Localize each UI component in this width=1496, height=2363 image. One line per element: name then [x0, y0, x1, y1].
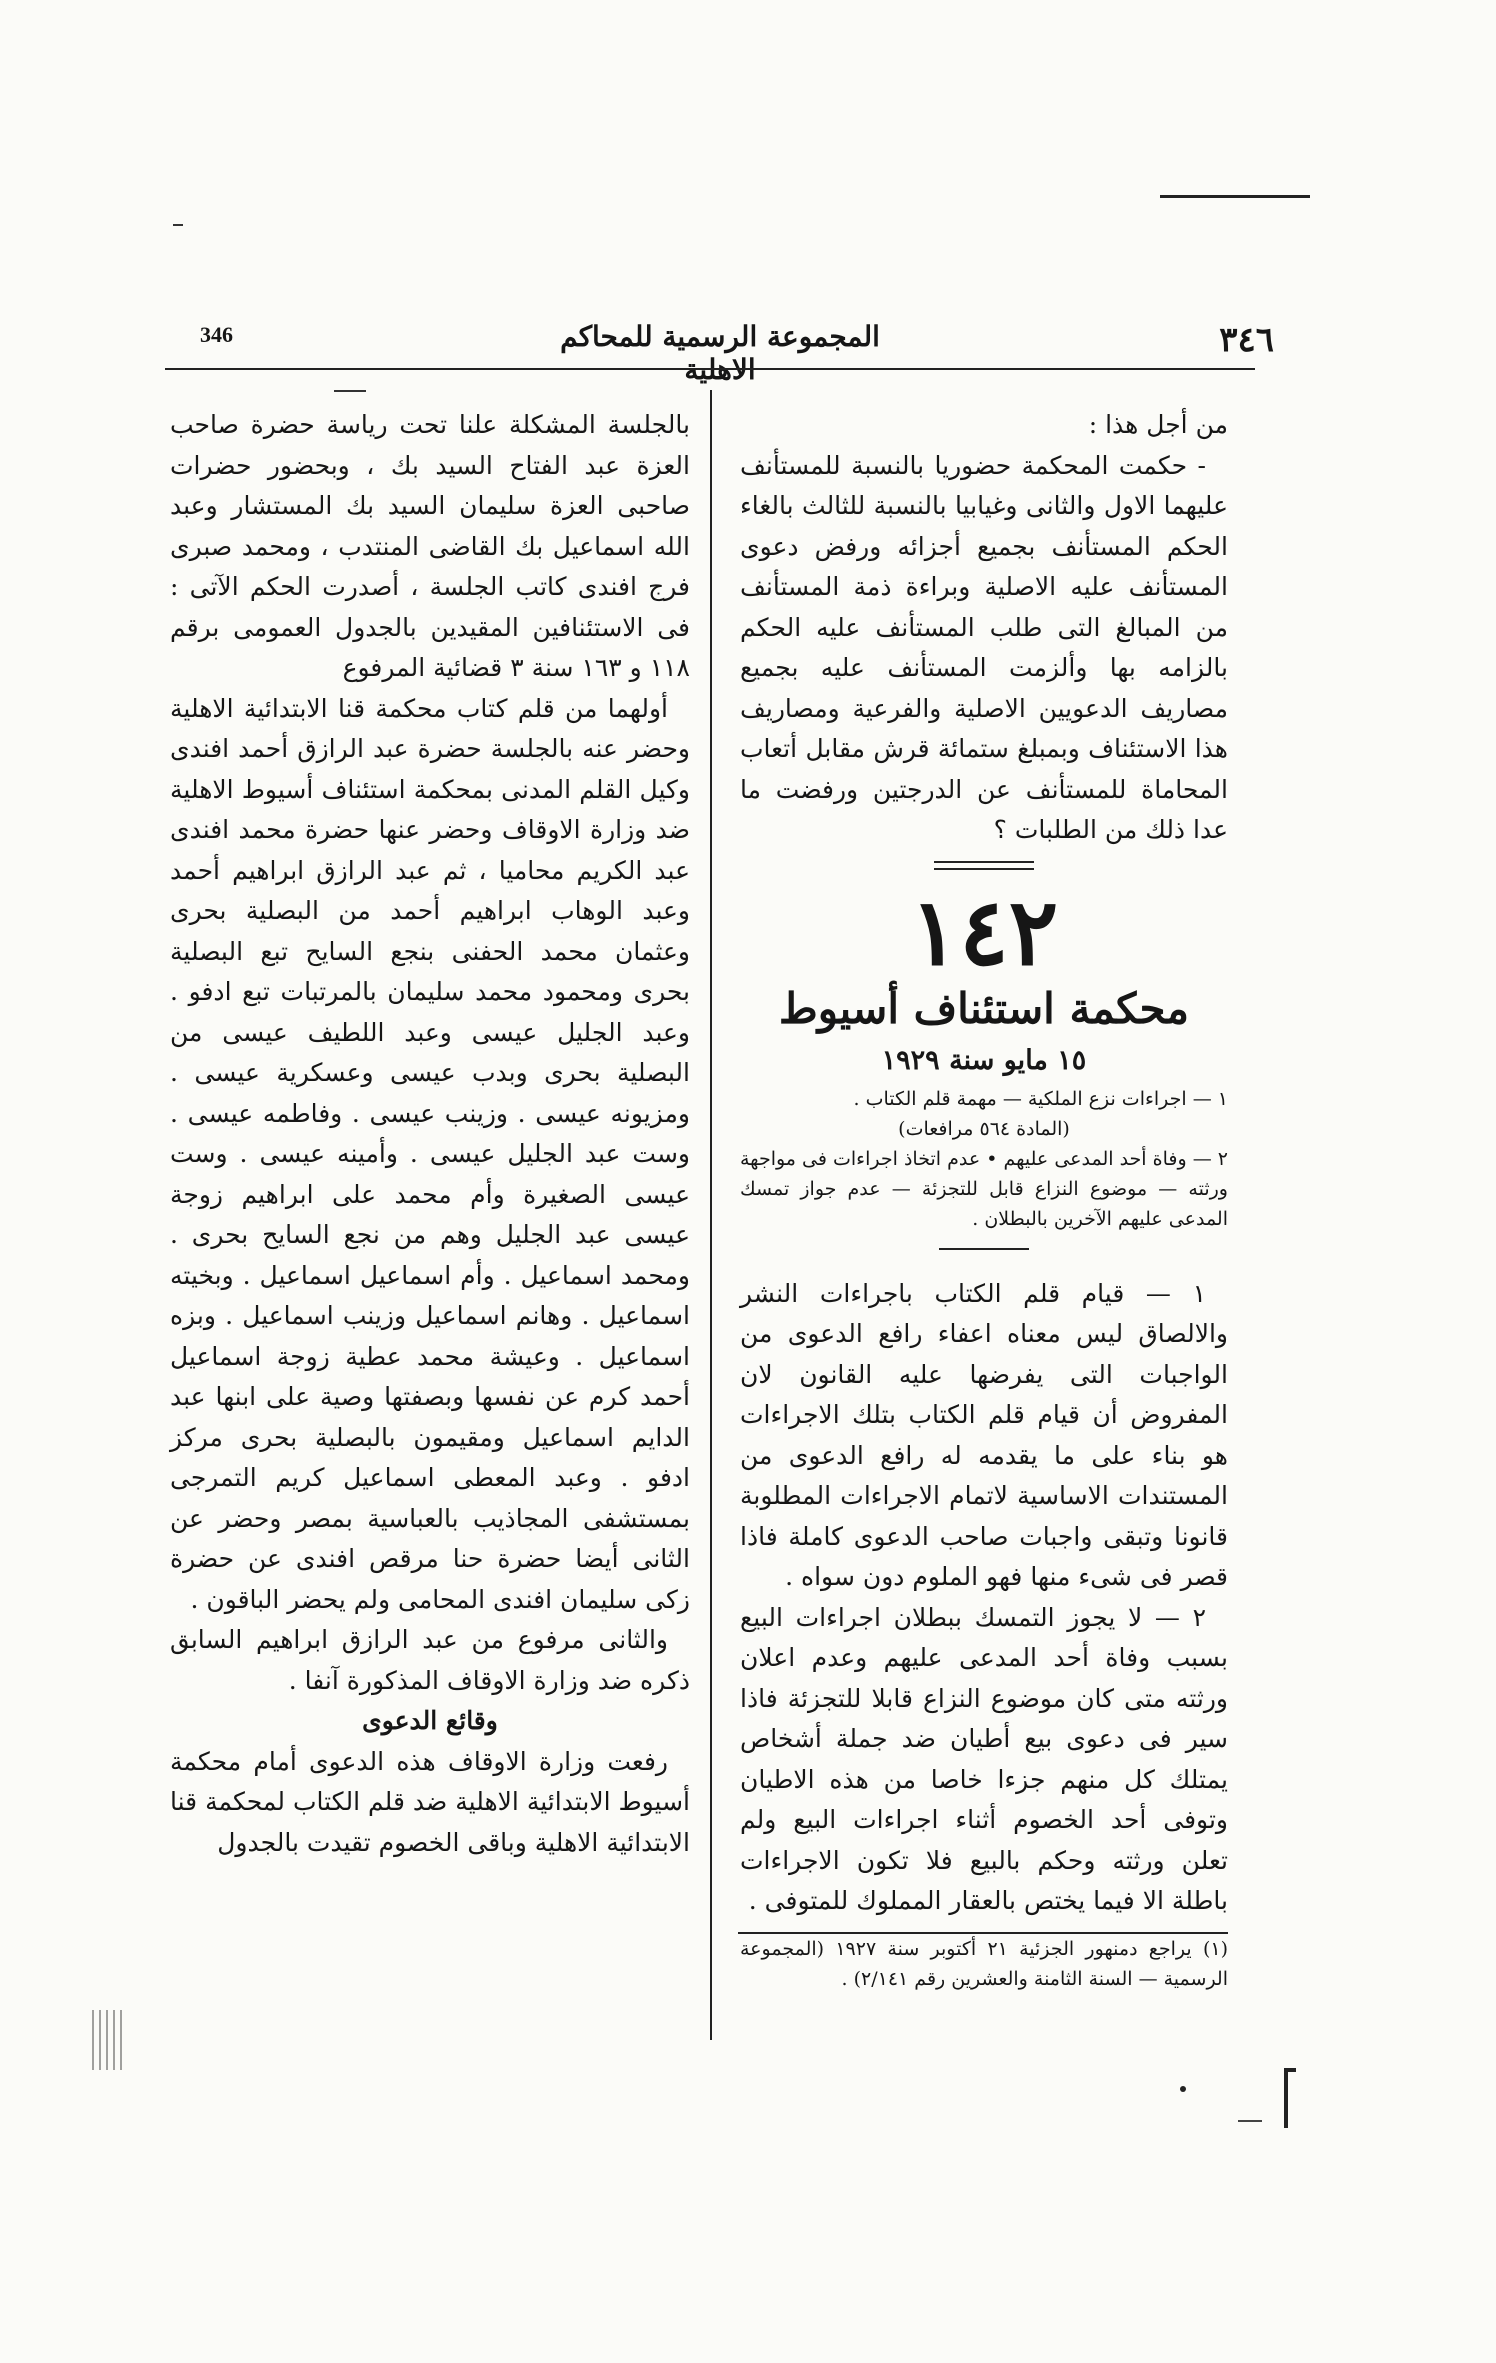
margin-marks: [92, 2010, 122, 2070]
facts-heading: وقائع الدعوى: [362, 1706, 498, 1735]
section-double-rule: [934, 861, 1034, 870]
summary-item-1: ١ — اجراءات نزع الملكية — مهمة قلم الكتاب .: [853, 1087, 1228, 1110]
session-paragraph: بالجلسة المشكلة علنا تحت رياسة حضرة صاحب العزة عبد الفتاح السيد بك ، وبحضور حضرات صاحبى العزة سليمان السيد بك المستشار وعبد الله اسماعيل بك القاضى المنتدب ، ومحمد صبرى فرج افندى كاتب الجلسة ، أصدرت الحكم الآتى : فى الاستئنافين المقيدين بالجدول العمومى برقم ١١٨ و ١٦٣ سنة ٣ قضائية المرفوع: [170, 410, 690, 682]
top-rule: [1160, 195, 1310, 198]
ink-dot: [1180, 2086, 1186, 2092]
ruling-intro: من أجل هذا :: [1088, 410, 1228, 439]
header-rule: [165, 368, 1255, 370]
column-divider: [710, 390, 712, 2040]
ink-dash: [1238, 2120, 1262, 2122]
court-name: محكمة استئناف أسيوط: [778, 983, 1190, 1033]
running-title: المجموعة الرسمية للمحاكم الاهلية: [560, 320, 880, 386]
page-number-latin: 346: [200, 322, 233, 347]
corner-bracket: [1284, 2068, 1296, 2128]
ruling-text: - حكمت المحكمة حضوريا بالنسبة للمستأنف عليهما الاول والثانى وغيابيا بالنسبة للثالث بالغاء الحكم المستأنف بجميع أجزائه ورفض دعوى المستأنف عليه الاصلية وبراءة ذمة المستأنف من المبالغ التى طلب المستأنف عليه الحكم بالزامه بها وألزمت المستأنف عليه بجميع مصاريف الدعويين الاصلية والفرعية ومصاريف هذا الاستئناف وبمبلغ ستمائة قرش مقابل أتعاب المحاماة للمستأنف عن الدرجتين ورفضت ما عدا ذلك من الطلبات ؟: [740, 450, 1228, 844]
parties-first-appeal: أولهما من قلم كتاب محكمة قنا الابتدائية الاهلية وحضر عنه بالجلسة حضرة عبد الرازق أحمد افندى وكيل القلم المدنى بمحكمة استئناف أسيوط الاهلية ضد وزارة الاوقاف وحضر عنها حضرة محمد افندى عبد الكريم محاميا ، ثم عبد الرازق ابراهيم أحمد وعبد الوهاب ابراهيم أحمد من البصلية بحرى وعثمان محمد الحفنى بنجع السايح تبع البصلية بحرى ومحمود محمد سليمان بالمرتبات تبع ادفو . وعبد الجليل عيسى وعبد اللطيف عيسى من البصلية بحرى وبدب عيسى وعسكرية عيسى . ومزيونه عيسى . وزينب عيسى . وفاطمه عيسى . وست عبد الجليل عيسى . وأمينه عيسى . وست عيسى الصغيرة وأم محمد على ابراهيم زوجة عيسى عبد الجليل وهم من نجع السايح بحرى . ومحمد اسماعيل . وأم اسماعيل اسماعيل . وبخيته اسماعيل . وهانم اسماعيل وزينب اسماعيل . وبزه اسماعيل . وعيشة محمد عطية زوجة اسماعيل أحمد كرم عن نفسها وبصفتها وصية على ابنها عبد الدايم اسماعيل ومقيمون بالبصلية بحرى مركز ادفو . وعبد المعطى اسماعيل كريم التمرجى بمستشفى المجاذيب بالعباسية بمصر وحضر عن الثانى أيضا حضرة حنا مرقص افندى عن حضرة زكى سليمان افندى المحامى ولم يحضر الباقون .: [170, 693, 690, 1614]
principle-2: ٢ — لا يجوز التمسك ببطلان اجراءات البيع بسبب وفاة أحد المدعى عليهم وعدم اعلان ورثته متى كان موضوع النزاع قابلا للتجزئة فاذا سير فى دعوى بيع أطيان ضد جملة أشخاص يمتلك كل منهم جزءا خاصا من هذه الاطيان وتوفى أحد الخصوم أثناء اجراءات البيع ولم تعلن ورثته وحكم بالبيع فلا تكون الاجراءات باطلة الا فيما يختص بالعقار المملوك للمتوفى .: [740, 1602, 1228, 1915]
left-column: [170, 405, 690, 1863]
page-number-arabic: ٣٤٦: [1219, 320, 1274, 360]
principle-1: ١ — قيام قلم الكتاب باجراءات النشر والالصاق ليس معناه اعفاء رافع الدعوى من الواجبات التى يفرضها عليه القانون لان المفروض أن قيام قلم الكتاب بتلك الاجراءات هو بناء على ما يقدمه له رافع الدعوى من المستندات الاساسية لاتمام الاجراءات المطلوبة قانونا وتبقى واجبات صاحب الدعوى كاملة فاذا قصر فى شىء منها فهو الملوم دون سواه .: [740, 1278, 1228, 1591]
case-date: ١٥ مايو سنة ١٩٢٩: [881, 1044, 1087, 1076]
footnote: (١) يراجع دمنهور الجزئية ٢١ أكتوبر سنة ١٩٢٧ (المجموعة الرسمية — السنة الثامنة والعشرين رقم ٢/١٤١) .: [740, 1937, 1229, 1990]
column-top-dash: [334, 390, 366, 392]
right-column: [740, 405, 1228, 1994]
parties-second-appeal: والثانى مرفوع من عبد الرازق ابراهيم السابق ذكره ضد وزارة الاوقاف المذكورة آنفا .: [170, 1625, 690, 1695]
summary-item-2: ٢ — وفاة أحد المدعى عليهم • عدم اتخاذ اجراءات فى مواجهة ورثته — موضوع النزاع قابل للتجزئة — عدم جواز تمسك المدعى عليهم الآخرين بالبطلان .: [740, 1147, 1228, 1230]
summary-item-1-reference: (المادة ٥٦٤ مرافعات): [898, 1117, 1070, 1140]
corner-tick: [173, 224, 183, 226]
case-number: ١٤٢: [909, 877, 1059, 986]
summary-rule: [939, 1248, 1029, 1250]
facts-paragraph: رفعت وزارة الاوقاف هذه الدعوى أمام محكمة أسيوط الابتدائية الاهلية ضد قلم الكتاب لمحكمة قنا الابتدائية الاهلية وباقى الخصوم تقيدت بالجدول: [170, 1746, 690, 1857]
